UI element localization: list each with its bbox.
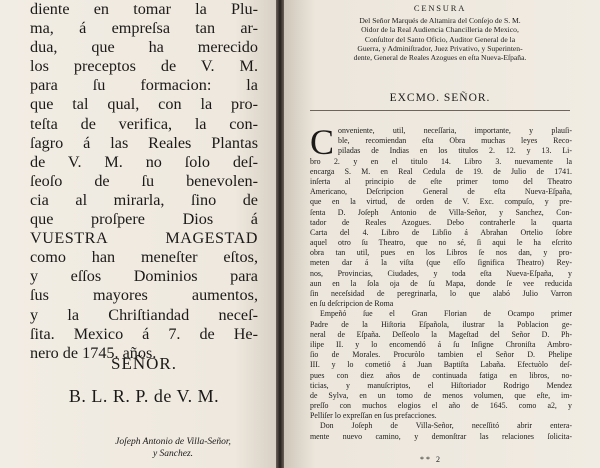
subheading-line: dente, General de Reales Azogues en eſta Nueva-Eſpaña.	[353, 53, 527, 63]
text-line: para ſu formacion: la	[30, 76, 258, 95]
body-line: aquel otro ſu Theatro, que no sé, ſi aqui le ha eſcrito	[310, 238, 572, 248]
body-line: pues con diez años de continuada fatiga en libros, no-	[310, 370, 572, 380]
subheading-line: Conſultor del Santo Oficio, Auditor General de la	[364, 34, 516, 44]
address-heading: EXCMO. SEÑOR.	[389, 92, 491, 104]
author-signature	[88, 436, 258, 460]
text-line: los preceptos de V. M.	[30, 57, 258, 76]
body-line: onveniente, util, neceſſaria, importante, y plauſi-	[338, 126, 572, 135]
body-line: neral de Eſpaña. Deſſeolo la Mageſtad del Señor D. Ph-	[310, 329, 572, 339]
body-line: inſerta al principio de eſte primer tomo del Theatro	[310, 176, 572, 186]
body-line: ticias, y manuſcriptos, el Hiſtoriador Rodrigo Mendez	[310, 380, 572, 390]
body-line: Padre de la Hiſtoria Eſpañola, ilustrar la Poblacion ge-	[310, 319, 572, 329]
text-line: ſagro á las Reales Plantas	[30, 133, 258, 152]
text-line: y eſſos Dominios para	[30, 267, 258, 286]
body-line: nos, Provincias, Ciudades, y toda eſta Nueva-Eſpaña, y	[310, 268, 572, 278]
printer-signature-mark: ** 2	[420, 455, 442, 464]
text-line: ſus mayores aumentos,	[30, 286, 258, 305]
book-gutter	[276, 0, 284, 468]
body-line: Don Joſeph de Villa-Señor, neceſſitó abrir entera-	[320, 421, 572, 431]
body-line: piladas de Indias en los titulos 2. 12. y 13. Li-	[338, 146, 572, 156]
body-line: ble, recomiendan eſta Obra muchas leyes Reco-	[338, 136, 572, 146]
signature-line: y Sanchez.	[152, 449, 194, 459]
text-line: y la Chriſtiandad neceſ-	[30, 305, 258, 324]
body-line: ſio de Morales. Procuròlo tambien el Señor D. Phelipe	[310, 350, 572, 360]
left-page-text	[30, 0, 258, 363]
body-line: en ſu deſcripcion de Roma	[310, 299, 394, 309]
closing-salutation: SEÑOR.	[111, 354, 177, 373]
body-line: ſenta D. Joſeph Antonio de Villa-Señor, y Sanchez, Con-	[310, 207, 572, 217]
body-line: III. y lo cometió á Juan Baptiſta Labaña. Efectuòlo deſ-	[310, 360, 572, 370]
text-line: de V. M. no ſolo deſ-	[30, 152, 258, 171]
body-line: Americano, Deſcripcion General de eſta Nueva-Eſpaña,	[310, 187, 572, 197]
text-line: que tal qual, con la pro-	[30, 95, 258, 114]
censura-subheading	[300, 16, 580, 62]
body-line: mente nuevo camino, y demonſtrar las relaciones ſolicita-	[310, 431, 572, 441]
body-line: ilipe II. y lo encomendó á ſu Inſigne Chroniſta Ambro-	[310, 339, 572, 349]
subheading-line: Oidor de la Real Audiencia Chancilleria de Mexico,	[361, 25, 519, 35]
text-line: VUESTRA MAGESTAD	[30, 229, 258, 248]
drop-cap: C	[310, 122, 335, 162]
text-line: ſita. Mexico á 7. de He-	[30, 324, 258, 343]
divider	[310, 110, 570, 111]
body-line: obra tan util, pues en los Libros ſe nos dan, y pro-	[310, 248, 572, 258]
body-line: Carta del 4. Libro de Libſio á Abrahan Ortelio ſobre	[310, 227, 572, 237]
body-line: bro 2. y en el titulo 14. Libro 3. nuevamente la	[310, 156, 572, 166]
body-line: Empeñó ſue el Gran Florian de Ocampo primer	[320, 309, 572, 319]
subheading-line: Del Señor Marqués de Altamira del Conſejo de S. M.	[359, 16, 521, 25]
left-page	[0, 0, 276, 468]
censura-body	[310, 122, 572, 442]
text-line: dua, que ha merecido	[30, 38, 258, 57]
body-line: que en la virtud, de orden de V. Exc. compuſo, y pre-	[310, 197, 572, 207]
body-line: ſin neceſsidad de peregrinarla, lo que alabó Julio Varron	[310, 289, 572, 298]
body-line: tador de Reales Azogues. Debo contraherle la quarta	[310, 217, 572, 227]
body-line: de Sylva, en un tomo de menos volumen, que eſte, im-	[310, 390, 572, 400]
text-line: ma, á empreſsa tan ar-	[30, 19, 258, 38]
body-line: aun en la ſola oja de ſu Mapa, donde ſe vee reducida	[310, 278, 572, 288]
text-line: nero de 1745. años.	[30, 343, 157, 362]
subheading-line: Guerra, y Adminiſtrador, Juez Privativo, y Superinten-	[357, 43, 523, 53]
body-line: preſſo con muchos elogios el año de 1645. como a2, y	[310, 401, 572, 411]
text-line: que proſpere Dios á	[30, 210, 258, 229]
signature-line: Joſeph Antonio de Villa-Señor,	[115, 437, 231, 447]
censura-heading: CENSURA	[413, 3, 467, 13]
text-line: cia al mirarla, ſino de	[30, 190, 258, 209]
closing-formula: B. L. R. P. de V. M.	[68, 386, 220, 406]
body-line: Pelliſer lo expreſſan en ſus prefacciones.	[310, 411, 437, 421]
text-line: como han meneſter eſtos,	[30, 248, 258, 267]
body-line: encarga S. M. en Real Cedula de 19. de Julio de 1741.	[310, 166, 572, 176]
text-line: teſta de verifica, la con-	[30, 114, 258, 133]
text-line: diente en tomar la Plu-	[30, 0, 258, 18]
text-line: ſeoſo de ſu benevolen-	[30, 171, 258, 190]
body-line: meten dar á la viſta (que eſſo ſignifica Theatro) Rey-	[310, 258, 572, 268]
